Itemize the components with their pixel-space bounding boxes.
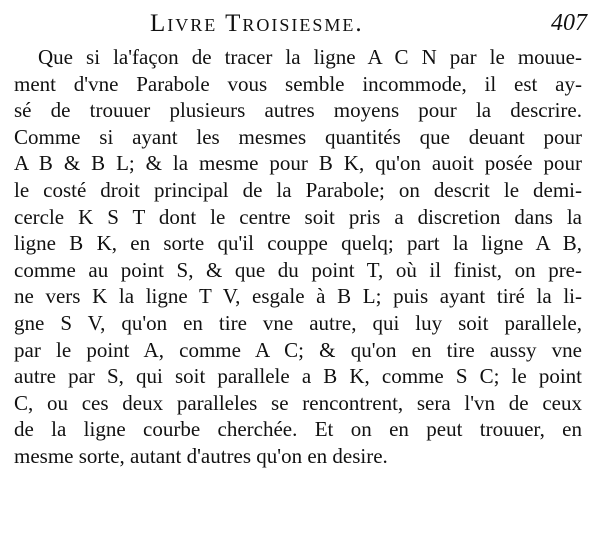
text-line: ment d'vne Parabole vous semble incommode, il est ay- [14,71,582,96]
text-line: Que si la'façon de tracer la ligne A C N par le mouue- [38,45,582,69]
text-line: gne S V, qu'on en tire vne autre, qui luy soit parallele, [14,310,582,335]
page-number: 407 [551,10,587,36]
body-paragraph [14,44,582,470]
text-line: de la ligne courbe cherchée. Et on en peut trouuer, en [14,417,582,442]
text-line: ne vers K la ligne T V, esgale à B L; puis ayant tiré la li- [14,284,582,309]
text-line: par le point A, comme A C; & qu'on en tire aussy vne [14,337,582,362]
running-title: Livre Troisiesme. [150,10,364,37]
page-header [0,6,599,42]
text-line: C, ou ces deux paralleles se rencontrent, sera l'vn de ceux [14,390,582,415]
text-line: comme au point S, & que du point T, où il finist, on pre- [14,257,582,282]
text-line: autre par S, qui soit parallele a B K, comme S C; le point [14,364,582,389]
text-line: mesme sorte, autant d'autres qu'on en desire. [14,443,388,468]
text-line: cercle K S T dont le centre soit pris a discretion dans la [14,204,582,229]
text-line: le costé droit principal de la Parabole; on descrit le demi- [14,177,582,202]
text-line: A B & B L; & la mesme pour B K, qu'on auoit posée pour [14,151,582,176]
text-line: Comme si ayant les mesmes quantités que deuant pour [14,124,582,149]
text-line: ligne B K, en sorte qu'il couppe quelq; part la ligne A B, [14,231,582,256]
text-line: sé de trouuer plusieurs autres moyens pour la descrire. [14,98,582,123]
